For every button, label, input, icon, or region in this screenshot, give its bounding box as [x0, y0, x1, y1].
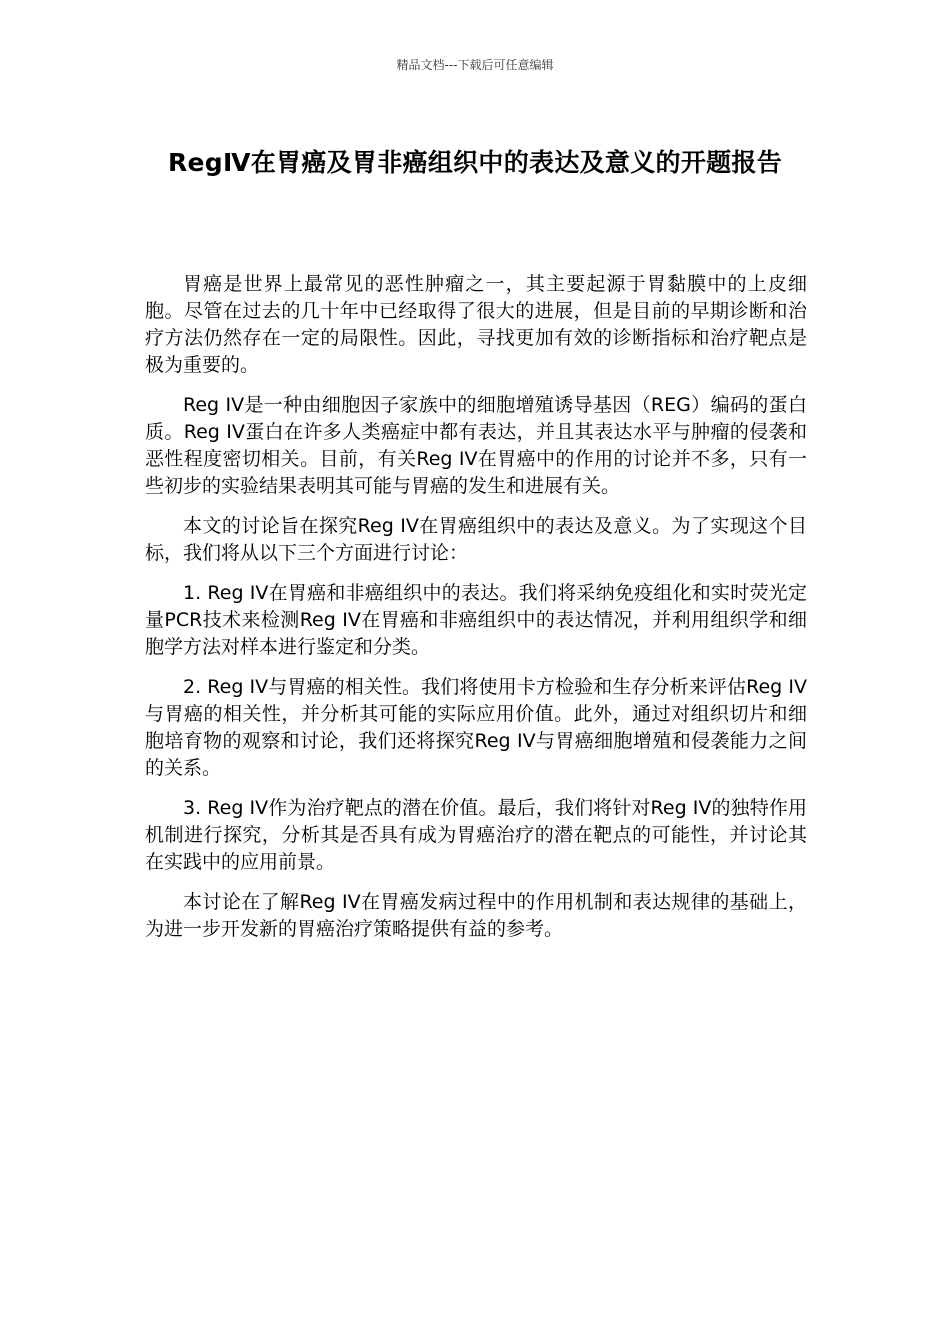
- paragraph-point-2: 2. Reg IV与胃癌的相关性。我们将使用卡方检验和生存分析来评估Reg IV与胃癌的相关性，并分析其可能的实际应用价值。此外，通过对组织切片和细胞培育物的观察和讨论，我们还将探究Reg IV与胃癌细胞增殖和侵袭能力之间的关系。: [145, 676, 807, 779]
- document-body: [145, 271, 807, 956]
- paragraph-aim: 本文的讨论旨在探究Reg IV在胃癌组织中的表达及意义。为了实现这个目标，我们将从以下三个方面进行讨论：: [145, 515, 807, 564]
- paragraph-conclusion: 本讨论在了解Reg IV在胃癌发病过程中的作用机制和表达规律的基础上，为进一步开发新的胃癌治疗策略提供有益的参考。: [145, 891, 807, 940]
- paragraph-point-1: 1. Reg IV在胃癌和非癌组织中的表达。我们将采纳免疫组化和实时荧光定量PCR技术来检测Reg IV在胃癌和非癌组织中的表达情况，并利用组织学和细胞学方法对样本进行鉴定和分类。: [145, 582, 807, 658]
- paragraph-intro: 胃癌是世界上最常见的恶性肿瘤之一，其主要起源于胃黏膜中的上皮细胞。尽管在过去的几十年中已经取得了很大的进展，但是目前的早期诊断和治疗方法仍然存在一定的局限性。因此，寻找更加有效的诊断指标和治疗靶点是极为重要的。: [145, 273, 807, 376]
- document-title: RegⅣ在胃癌及胃非癌组织中的表达及意义的开题报告: [167, 148, 783, 177]
- header-note: 精品文档---下载后可任意编辑: [396, 58, 554, 72]
- paragraph-point-3: 3. Reg IV作为治疗靶点的潜在价值。最后，我们将针对Reg IV的独特作用机制进行探究，分析其是否具有成为胃癌治疗的潜在靶点的可能性，并讨论其在实践中的应用前景。: [145, 797, 807, 873]
- paragraph-reg-iv-background: Reg IV是一种由细胞因子家族中的细胞增殖诱导基因（REG）编码的蛋白质。Reg IV蛋白在许多人类癌症中都有表达，并且其表达水平与肿瘤的侵袭和恶性程度密切相关。目前，有关Reg IV在胃癌中的作用的讨论并不多，只有一些初步的实验结果表明其可能与胃癌的发生和进展有关。: [145, 394, 807, 497]
